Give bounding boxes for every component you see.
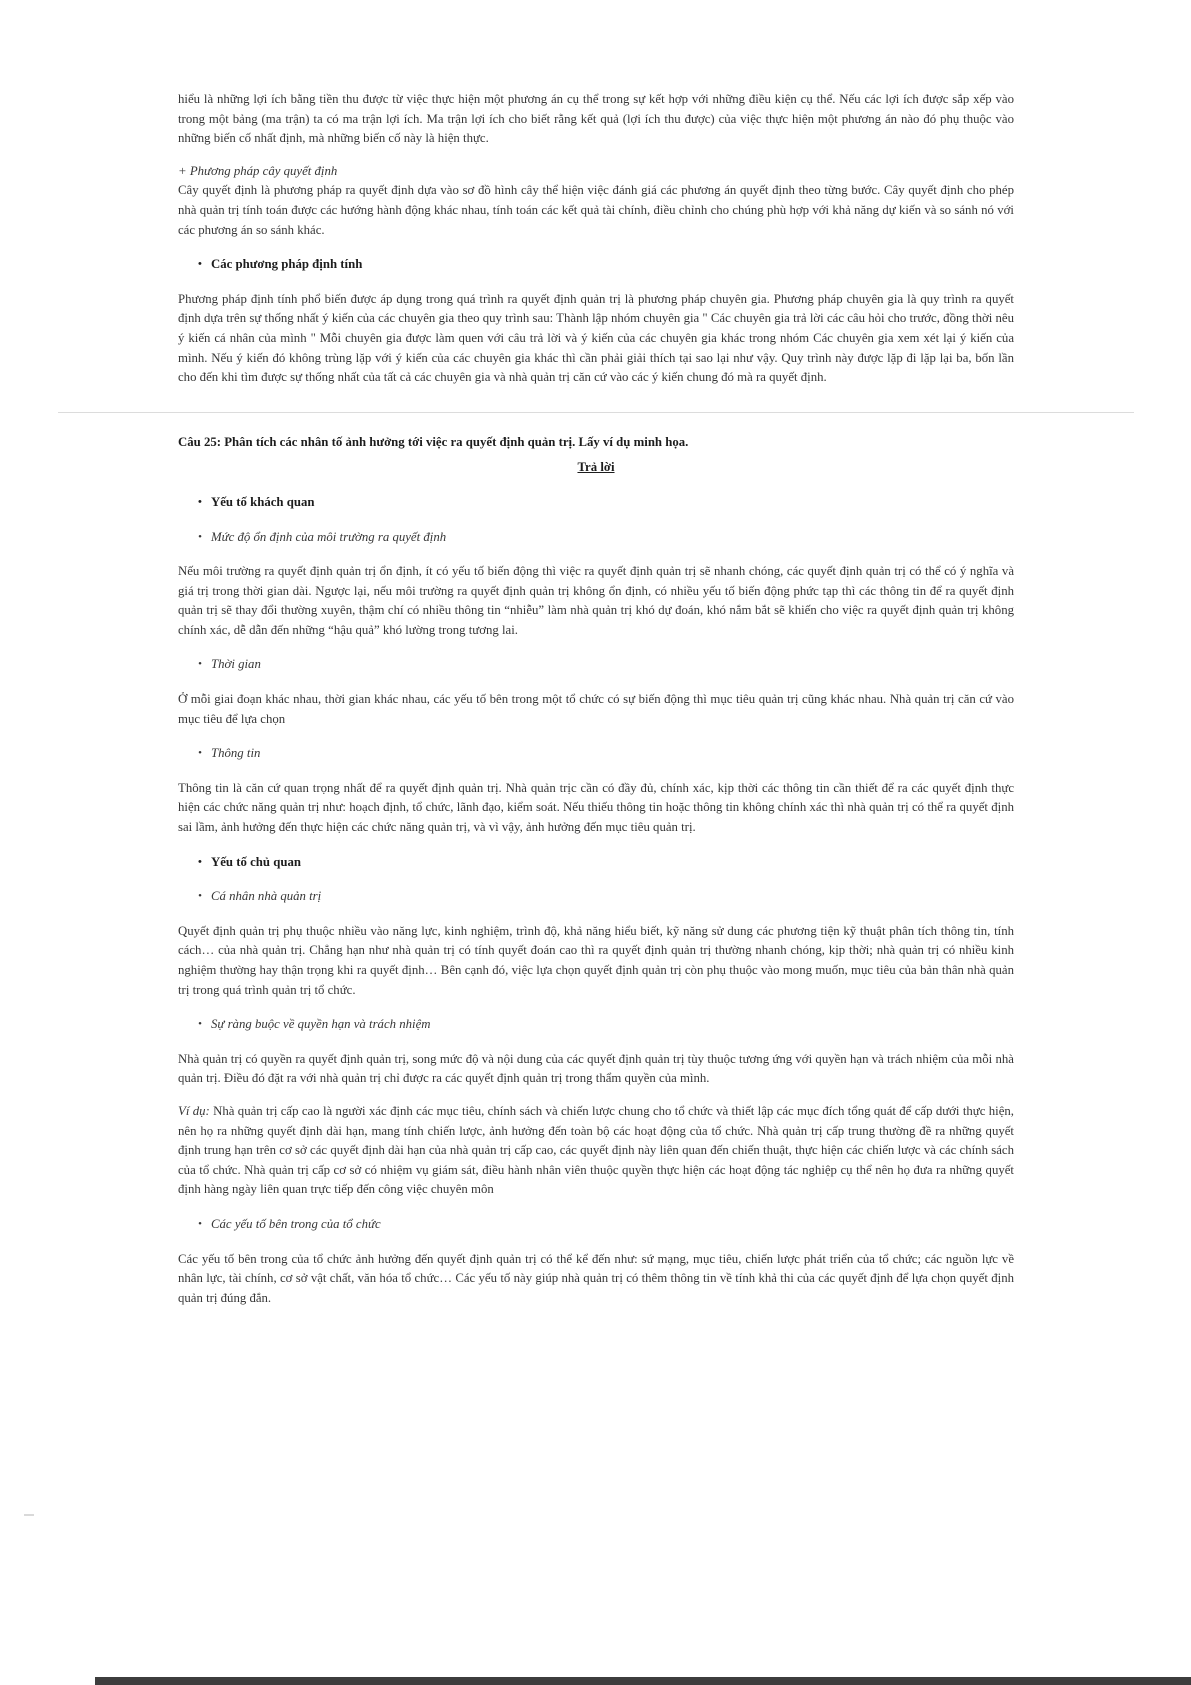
bullet-item	[178, 853, 1014, 873]
paragraph: Nếu môi trường ra quyết định quản trị ổn định, ít có yếu tố biến động thì việc ra quyết định quản trị sẽ nhanh chóng, các quyết định quản trị có thể có ý nghĩa và giá trị trong thời gian dài. Ngược lại, nếu môi trường ra quyết định quản trị không ổn định, có nhiều yếu tố biến động phức tạp thì các thông tin để ra quyết định quản trị sẽ thay đổi thường xuyên, thậm chí có nhiều thông tin “nhiễu” làm nhà quản trị khó dự đoán, khó nắm bắt sẽ khiến cho việc ra quyết định quản trị không chính xác, dễ dẫn đến những “hậu quả” khó lường trong tương lai.	[178, 564, 1014, 637]
bullet-icon: •	[198, 258, 202, 271]
bullet-label: Yếu tố khách quan	[211, 494, 315, 509]
paragraph: Quyết định quản trị phụ thuộc nhiều vào năng lực, kinh nghiệm, trình độ, khả năng hiểu biết, kỹ năng sử dung các phương tiện kỹ thuật phân tích thông tin, tính cách… của nhà quản trị. Chẳng hạn như nhà quản trị có tính quyết đoán cao thì ra quyết định quản trị thường nhanh chóng, kịp thời; nhà quản trị có nhiều kinh nghiệm thường hay thận trọng khi ra quyết định… Bên cạnh đó, việc lựa chọn quyết định quản trị còn phụ thuộc vào mong muốn, mục tiêu của bản thân nhà quản trị trong quá trình quản trị tổ chức.	[178, 923, 1014, 997]
bullet-icon: •	[198, 890, 202, 903]
bullet-label: Sự ràng buộc về quyền hạn và trách nhiệm	[211, 1017, 431, 1032]
bullet-icon: •	[198, 658, 202, 671]
document-body	[178, 90, 1014, 1321]
bullet-item	[178, 493, 1014, 513]
paragraph: Phương pháp định tính phổ biến được áp dụng trong quá trình ra quyết định quản trị là phương pháp chuyên gia. Phương pháp chuyên gia là quy trình ra quyết định dựa trên sự thống nhất ý kiến của các chuyên gia theo quy trình sau: Thành lập nhóm chuyên gia " Các chuyên gia trả lời các câu hỏi cho trước, đồng thời nêu ý kiến cá nhân của mình " Mỗi chuyên gia được làm quen với câu trả lời và ý kiến của các chuyên gia khác trong nhóm Các chuyên gia xem xét lại ý kiến của mình. Nếu ý kiến đó không trùng lặp với ý kiến của các chuyên gia khác thì cần phải giải thích tại sao lại như vậy. Quy trình này được lặp đi lặp lại ba, bốn lần cho đến khi tìm được sự thống nhất của tất cả các chuyên gia và nhà quản trị căn cứ vào các ý kiến chung đó mà ra quyết định.	[178, 291, 1014, 385]
paragraph: hiểu là những lợi ích bằng tiền thu được từ việc thực hiện một phương án cụ thể trong sự kết hợp với những điều kiện cụ thể. Nếu các lợi ích được sắp xếp vào trong một bảng (ma trận) ta có ma trận lợi ích. Ma trận lợi ích cho biết rằng kết quả (lợi ích thu được) của việc thực hiện một phương án nào đó phụ thuộc vào những biến cố nhất định, mà những biến cố này là hiện thực.	[178, 92, 1014, 146]
paragraph: Nhà quản trị có quyền ra quyết định quản trị, song mức độ và nội dung của các quyết định quản trị tùy thuộc tương ứng với quyền hạn và trách nhiệm của mỗi nhà quản trị. Điều đó đặt ra với nhà quản trị chỉ được ra các quyết định quản trị trong thẩm quyền của mình.	[178, 1051, 1014, 1086]
method-subheading: + Phương pháp cây quyết định	[178, 163, 338, 178]
bullet-label: Thời gian	[211, 657, 261, 672]
bullet-icon: •	[198, 747, 202, 760]
bullet-item	[178, 1015, 1014, 1035]
section-divider	[58, 412, 1134, 413]
bullet-item	[178, 1215, 1014, 1235]
scan-artifact	[24, 1514, 34, 1516]
paragraph	[178, 1102, 1014, 1200]
bullet-icon: •	[198, 530, 202, 543]
bullet-item	[178, 255, 1014, 275]
bullet-label: Các yếu tố bên trong của tổ chức	[211, 1216, 381, 1231]
bullet-item	[178, 744, 1014, 764]
bullet-label: Yếu tố chủ quan	[211, 854, 301, 869]
paragraph-text: Nhà quản trị cấp cao là người xác định các mục tiêu, chính sách và chiến lược chung cho tổ chức và thiết lập các mục đích tổng quát để cấp dưới thực hiện, nên họ ra những quyết định dài hạn, mang tính chiến lược, ảnh hưởng đến toàn bộ các hoạt động của tổ chức. Nhà quản trị cấp trung thường đề ra những quyết định trung hạn trên cơ sở các quyết định dài hạn của nhà quản trị cấp cao, các quyết định này liên quan đến chiến thuật, thực hiện các chiến lược và các chính sách của tổ chức. Nhà quản trị cấp cơ sở có nhiệm vụ giám sát, điều hành nhân viên thuộc quyền thực hiện các hoạt động tác nghiệp cụ thể nên họ đưa ra những quyết định hàng ngày liên quan trực tiếp đến công việc chuyên môn	[178, 1103, 1014, 1197]
bullet-icon: •	[198, 1018, 202, 1031]
bullet-item	[178, 528, 1014, 548]
bullet-item	[178, 887, 1014, 907]
paragraph: Ở mỗi giai đoạn khác nhau, thời gian khác nhau, các yếu tố bên trong một tổ chức có sự biến động thì mục tiêu quản trị cũng khác nhau. Nhà quản trị căn cứ vào mục tiêu để lựa chọn	[178, 692, 1014, 726]
bullet-label: Thông tin	[211, 746, 261, 761]
paragraph: Thông tin là căn cứ quan trọng nhất để ra quyết định quản trị. Nhà quản trịc cần có đầy đủ, chính xác, kịp thời các thông tin cần thiết để ra các quyết định thực hiện các chức năng quản trị như: hoạch định, tổ chức, lãnh đạo, kiểm soát. Nếu thiếu thông tin hoặc thông tin không chính xác thì nhà quản trị có thể ra quyết định sai lầm, ảnh hưởng đến thực hiện các chức năng quản trị, và vì vậy, ảnh hưởng đến mục tiêu quản trị.	[178, 780, 1014, 835]
answer-label: Trả lời	[577, 460, 615, 475]
bullet-label: Mức độ ổn định của môi trường ra quyết định	[211, 529, 447, 544]
paragraph: Các yếu tố bên trong của tổ chức ảnh hưởng đến quyết định quản trị có thể kể đến như: sứ mạng, mục tiêu, chiến lược phát triển của tổ chức; các nguồn lực về nhân lực, tài chính, cơ sở vật chất, văn hóa tổ chức… Các yếu tố này giúp nhà quản trị có thêm thông tin về tính khả thi của các quyết định để lựa chọn quyết định quản trị đúng đắn.	[178, 1251, 1014, 1305]
question-heading: Câu 25: Phân tích các nhân tố ảnh hưởng tới việc ra quyết định quản trị. Lấy ví dụ minh họa.	[178, 434, 689, 449]
page-bottom-edge	[95, 1677, 1191, 1685]
bullet-label: Cá nhân nhà quản trị	[211, 889, 322, 904]
paragraph: Cây quyết định là phương pháp ra quyết định dựa vào sơ đồ hình cây thể hiện việc đánh giá các phương án quyết định theo từng bước. Cây quyết định cho phép nhà quản trị tính toán được các hướng hành động khác nhau, tính toán các kết quả tài chính, điều chỉnh cho chúng phù hợp với khả năng dự kiến và so sánh nó với các phương án so sánh khác.	[178, 183, 1014, 237]
bullet-icon: •	[198, 855, 202, 868]
paragraph-lead: Ví dụ:	[178, 1103, 210, 1118]
bullet-icon: •	[198, 495, 202, 508]
bullet-label: Các phương pháp định tính	[211, 257, 363, 272]
bullet-icon: •	[198, 1217, 202, 1230]
bullet-item	[178, 655, 1014, 675]
